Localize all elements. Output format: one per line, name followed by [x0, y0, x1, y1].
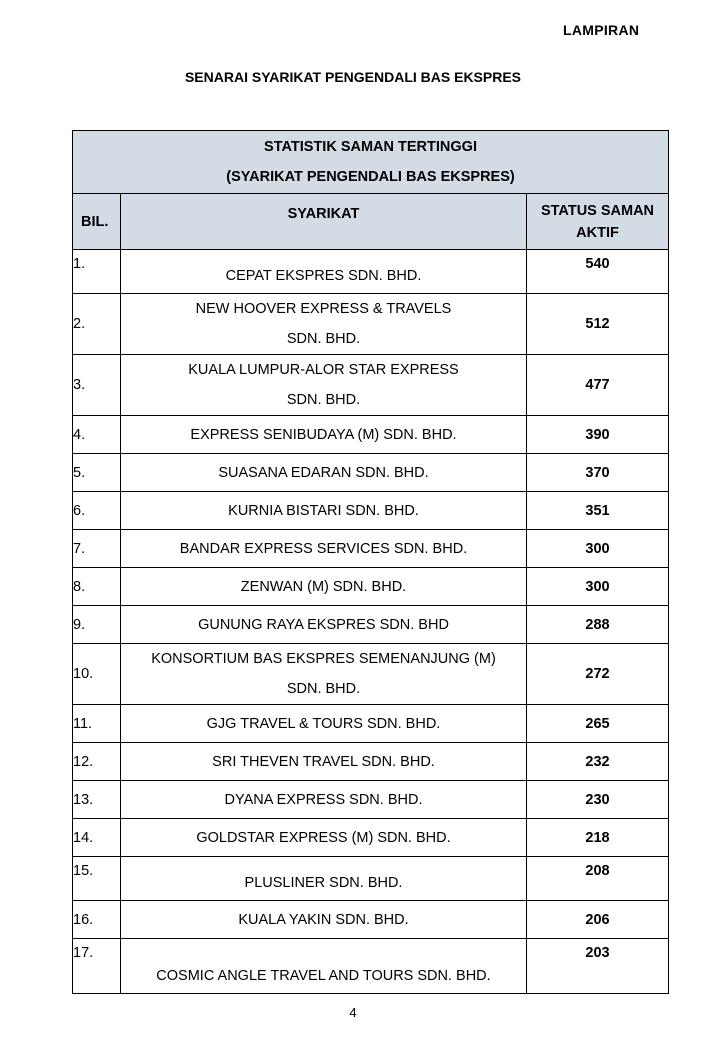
row-number: 1.: [73, 250, 121, 294]
company-name-line-2: SDN. BHD.: [286, 681, 361, 697]
company-name: [121, 454, 527, 492]
active-summons-count: 203: [527, 939, 669, 994]
table-row: [73, 819, 669, 857]
active-summons-count: 288: [527, 606, 669, 644]
active-summons-count: 540: [527, 250, 669, 294]
row-number: 11.: [73, 705, 121, 743]
table-title-line-1: STATISTIK SAMAN TERTINGGI: [264, 139, 477, 155]
company-name-line-1: CEPAT EKSPRES SDN. BHD.: [225, 268, 422, 284]
company-name-line-1: GJG TRAVEL & TOURS SDN. BHD.: [206, 715, 441, 732]
company-name-line-1: KONSORTIUM BAS EKSPRES SEMENANJUNG (M): [151, 651, 496, 667]
row-number: 17.: [73, 939, 121, 994]
company-name-line-1: KUALA YAKIN SDN. BHD.: [238, 911, 409, 928]
active-summons-count: 351: [527, 492, 669, 530]
table-row: [73, 939, 669, 994]
row-number: 2.: [73, 294, 121, 355]
table-title-line-2: (SYARIKAT PENGENDALI BAS EKSPRES): [226, 169, 515, 185]
row-number: 15.: [73, 857, 121, 901]
active-summons-count: 272: [527, 644, 669, 705]
table-row: [73, 901, 669, 939]
active-summons-count: 230: [527, 781, 669, 819]
active-summons-count: 390: [527, 416, 669, 454]
table-title-row: [73, 131, 669, 194]
table-row: [73, 294, 669, 355]
table-row: [73, 743, 669, 781]
company-name-line-1: COSMIC ANGLE TRAVEL AND TOURS SDN. BHD.: [156, 968, 491, 984]
statistics-table: [72, 130, 669, 994]
table-row: [73, 250, 669, 294]
table-row: [73, 454, 669, 492]
company-name: [121, 857, 527, 901]
company-name: [121, 355, 527, 416]
column-header-syarikat: SYARIKAT: [121, 194, 527, 250]
row-number: 4.: [73, 416, 121, 454]
active-summons-count: 512: [527, 294, 669, 355]
table-row: [73, 644, 669, 705]
column-header-status-line-1: STATUS SAMAN: [540, 202, 655, 219]
active-summons-count: 370: [527, 454, 669, 492]
company-name-line-2: SDN. BHD.: [286, 331, 361, 347]
row-number: 13.: [73, 781, 121, 819]
company-name-line-1: ZENWAN (M) SDN. BHD.: [240, 578, 407, 595]
active-summons-count: 477: [527, 355, 669, 416]
active-summons-count: 300: [527, 568, 669, 606]
company-name-line-1: SUASANA EDARAN SDN. BHD.: [218, 464, 429, 481]
company-name: [121, 530, 527, 568]
company-name: [121, 705, 527, 743]
table-row: [73, 492, 669, 530]
active-summons-count: 300: [527, 530, 669, 568]
company-name: [121, 416, 527, 454]
row-number: 3.: [73, 355, 121, 416]
row-number: 9.: [73, 606, 121, 644]
table-row: [73, 705, 669, 743]
company-name-line-1: SRI THEVEN TRAVEL SDN. BHD.: [212, 753, 435, 770]
table-row: [73, 530, 669, 568]
company-name: [121, 606, 527, 644]
company-name: [121, 819, 527, 857]
row-number: 6.: [73, 492, 121, 530]
company-name: [121, 781, 527, 819]
row-number: 16.: [73, 901, 121, 939]
company-name: [121, 939, 527, 994]
table-row: [73, 781, 669, 819]
column-header-row: [73, 194, 669, 250]
column-header-status: [527, 194, 669, 250]
active-summons-count: 218: [527, 819, 669, 857]
row-number: 7.: [73, 530, 121, 568]
row-number: 8.: [73, 568, 121, 606]
row-number: 14.: [73, 819, 121, 857]
company-name: [121, 644, 527, 705]
table-title: [73, 131, 669, 194]
company-name-line-1: DYANA EXPRESS SDN. BHD.: [224, 791, 423, 808]
company-name-line-1: GUNUNG RAYA EKSPRES SDN. BHD: [198, 616, 449, 633]
company-name: [121, 250, 527, 294]
row-number: 12.: [73, 743, 121, 781]
active-summons-count: 208: [527, 857, 669, 901]
table-row: [73, 606, 669, 644]
company-name-line-1: KUALA LUMPUR-ALOR STAR EXPRESS: [188, 362, 459, 378]
row-number: 10.: [73, 644, 121, 705]
company-name-line-1: PLUSLINER SDN. BHD.: [244, 875, 403, 891]
company-name: [121, 743, 527, 781]
table-row: [73, 355, 669, 416]
company-name-line-2: SDN. BHD.: [286, 392, 361, 408]
company-name-line-1: NEW HOOVER EXPRESS & TRAVELS: [195, 301, 452, 317]
company-name-line-1: GOLDSTAR EXPRESS (M) SDN. BHD.: [196, 829, 451, 846]
company-name: [121, 294, 527, 355]
company-name-line-1: EXPRESS SENIBUDAYA (M) SDN. BHD.: [190, 426, 457, 443]
active-summons-count: 206: [527, 901, 669, 939]
company-name-line-1: BANDAR EXPRESS SERVICES SDN. BHD.: [179, 540, 468, 557]
column-header-bil: BIL.: [73, 194, 121, 250]
company-name: [121, 492, 527, 530]
annex-label: LAMPIRAN: [563, 22, 640, 38]
active-summons-count: 232: [527, 743, 669, 781]
table-row: [73, 416, 669, 454]
company-name-line-1: KURNIA BISTARI SDN. BHD.: [228, 502, 419, 519]
active-summons-count: 265: [527, 705, 669, 743]
company-name: [121, 901, 527, 939]
row-number: 5.: [73, 454, 121, 492]
page-number: 4: [349, 1005, 357, 1020]
company-name: [121, 568, 527, 606]
table-row: [73, 857, 669, 901]
column-header-status-line-2: AKTIF: [576, 224, 619, 241]
document-title: SENARAI SYARIKAT PENGENDALI BAS EKSPRES: [184, 69, 522, 85]
table-row: [73, 568, 669, 606]
